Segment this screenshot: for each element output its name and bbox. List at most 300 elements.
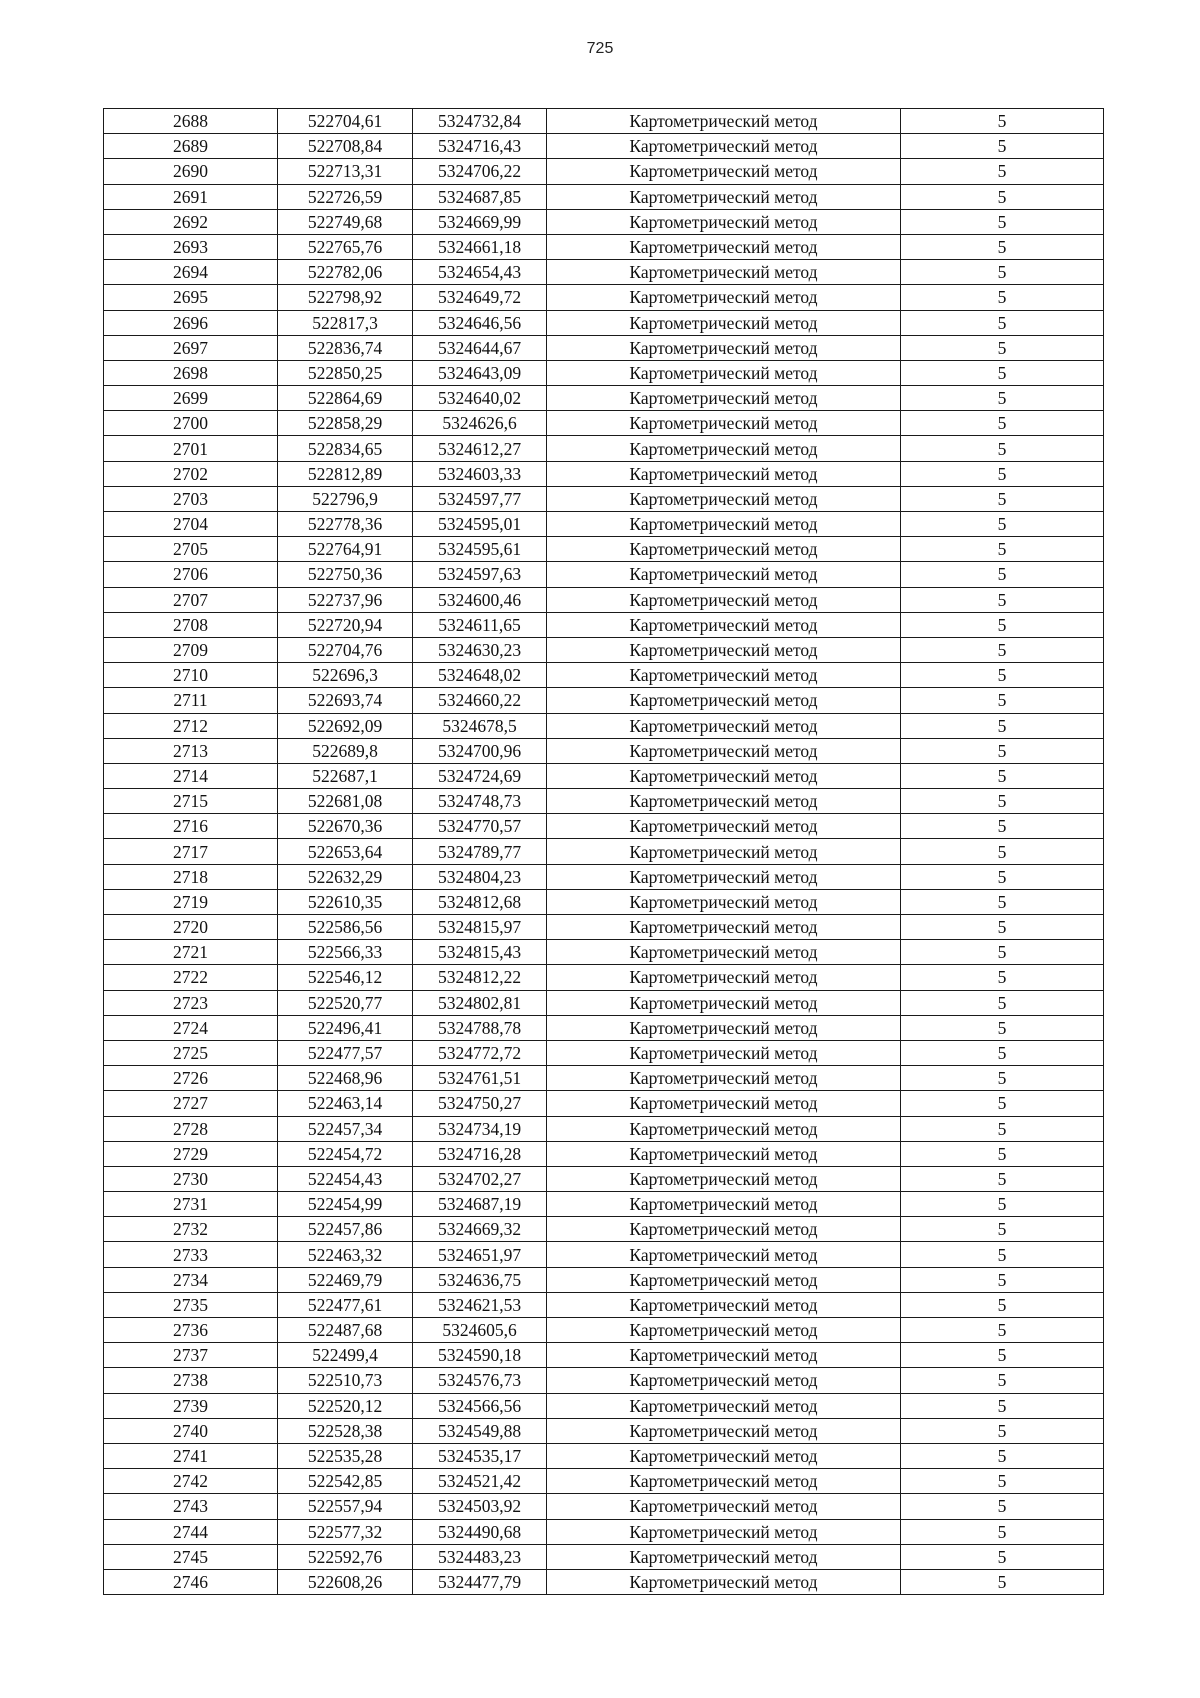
table-row <box>104 260 1104 285</box>
point-number-cell: 2689 <box>104 134 278 159</box>
y-coordinate-cell: 5324600,46 <box>413 587 547 612</box>
point-number-cell: 2730 <box>104 1166 278 1191</box>
y-coordinate-cell: 5324605,6 <box>413 1318 547 1343</box>
x-coordinate-cell: 522749,68 <box>278 209 413 234</box>
method-cell: Картометрический метод <box>547 612 901 637</box>
table-row <box>104 1141 1104 1166</box>
table-row <box>104 940 1104 965</box>
method-cell: Картометрический метод <box>547 411 901 436</box>
table-row <box>104 1418 1104 1443</box>
y-coordinate-cell: 5324687,19 <box>413 1192 547 1217</box>
x-coordinate-cell: 522520,77 <box>278 990 413 1015</box>
method-cell: Картометрический метод <box>547 537 901 562</box>
table-row <box>104 663 1104 688</box>
table-row <box>104 1116 1104 1141</box>
x-coordinate-cell: 522610,35 <box>278 889 413 914</box>
accuracy-cell: 5 <box>901 637 1104 662</box>
table-row <box>104 990 1104 1015</box>
method-cell: Картометрический метод <box>547 889 901 914</box>
accuracy-cell: 5 <box>901 738 1104 763</box>
method-cell: Картометрический метод <box>547 1368 901 1393</box>
point-number-cell: 2727 <box>104 1091 278 1116</box>
method-cell: Картометрический метод <box>547 738 901 763</box>
accuracy-cell: 5 <box>901 1166 1104 1191</box>
table-row <box>104 1393 1104 1418</box>
y-coordinate-cell: 5324521,42 <box>413 1469 547 1494</box>
accuracy-cell: 5 <box>901 663 1104 688</box>
accuracy-cell: 5 <box>901 965 1104 990</box>
method-cell: Картометрический метод <box>547 814 901 839</box>
y-coordinate-cell: 5324815,43 <box>413 940 547 965</box>
table-row <box>104 386 1104 411</box>
accuracy-cell: 5 <box>901 915 1104 940</box>
point-number-cell: 2700 <box>104 411 278 436</box>
x-coordinate-cell: 522765,76 <box>278 234 413 259</box>
method-cell: Картометрический метод <box>547 184 901 209</box>
method-cell: Картометрический метод <box>547 486 901 511</box>
y-coordinate-cell: 5324535,17 <box>413 1443 547 1468</box>
point-number-cell: 2745 <box>104 1544 278 1569</box>
method-cell: Картометрический метод <box>547 310 901 335</box>
method-cell: Картометрический метод <box>547 1116 901 1141</box>
method-cell: Картометрический метод <box>547 1469 901 1494</box>
method-cell: Картометрический метод <box>547 285 901 310</box>
y-coordinate-cell: 5324660,22 <box>413 688 547 713</box>
y-coordinate-cell: 5324640,02 <box>413 386 547 411</box>
x-coordinate-cell: 522858,29 <box>278 411 413 436</box>
method-cell: Картометрический метод <box>547 1267 901 1292</box>
table-row <box>104 915 1104 940</box>
point-number-cell: 2703 <box>104 486 278 511</box>
y-coordinate-cell: 5324734,19 <box>413 1116 547 1141</box>
table-row <box>104 1469 1104 1494</box>
accuracy-cell: 5 <box>901 335 1104 360</box>
accuracy-cell: 5 <box>901 1418 1104 1443</box>
accuracy-cell: 5 <box>901 209 1104 234</box>
point-number-cell: 2729 <box>104 1141 278 1166</box>
point-number-cell: 2733 <box>104 1242 278 1267</box>
x-coordinate-cell: 522454,99 <box>278 1192 413 1217</box>
accuracy-cell: 5 <box>901 864 1104 889</box>
y-coordinate-cell: 5324630,23 <box>413 637 547 662</box>
method-cell: Картометрический метод <box>547 1166 901 1191</box>
method-cell: Картометрический метод <box>547 1217 901 1242</box>
y-coordinate-cell: 5324648,02 <box>413 663 547 688</box>
y-coordinate-cell: 5324788,78 <box>413 1015 547 1040</box>
point-number-cell: 2726 <box>104 1066 278 1091</box>
point-number-cell: 2742 <box>104 1469 278 1494</box>
y-coordinate-cell: 5324566,56 <box>413 1393 547 1418</box>
accuracy-cell: 5 <box>901 486 1104 511</box>
accuracy-cell: 5 <box>901 1242 1104 1267</box>
x-coordinate-cell: 522463,32 <box>278 1242 413 1267</box>
x-coordinate-cell: 522496,41 <box>278 1015 413 1040</box>
accuracy-cell: 5 <box>901 109 1104 134</box>
y-coordinate-cell: 5324626,6 <box>413 411 547 436</box>
y-coordinate-cell: 5324706,22 <box>413 159 547 184</box>
accuracy-cell: 5 <box>901 1368 1104 1393</box>
point-number-cell: 2690 <box>104 159 278 184</box>
y-coordinate-cell: 5324724,69 <box>413 763 547 788</box>
x-coordinate-cell: 522586,56 <box>278 915 413 940</box>
point-number-cell: 2704 <box>104 512 278 537</box>
x-coordinate-cell: 522850,25 <box>278 360 413 385</box>
x-coordinate-cell: 522510,73 <box>278 1368 413 1393</box>
accuracy-cell: 5 <box>901 461 1104 486</box>
table-row <box>104 1166 1104 1191</box>
x-coordinate-cell: 522477,61 <box>278 1292 413 1317</box>
x-coordinate-cell: 522726,59 <box>278 184 413 209</box>
accuracy-cell: 5 <box>901 1544 1104 1569</box>
y-coordinate-cell: 5324644,67 <box>413 335 547 360</box>
table-row <box>104 713 1104 738</box>
table-body <box>104 109 1104 1595</box>
y-coordinate-cell: 5324750,27 <box>413 1091 547 1116</box>
y-coordinate-cell: 5324702,27 <box>413 1166 547 1191</box>
method-cell: Картометрический метод <box>547 386 901 411</box>
y-coordinate-cell: 5324700,96 <box>413 738 547 763</box>
point-number-cell: 2696 <box>104 310 278 335</box>
table-row <box>104 184 1104 209</box>
point-number-cell: 2722 <box>104 965 278 990</box>
x-coordinate-cell: 522704,76 <box>278 637 413 662</box>
y-coordinate-cell: 5324503,92 <box>413 1494 547 1519</box>
x-coordinate-cell: 522836,74 <box>278 335 413 360</box>
x-coordinate-cell: 522708,84 <box>278 134 413 159</box>
accuracy-cell: 5 <box>901 159 1104 184</box>
coordinates-table <box>103 108 1104 1595</box>
x-coordinate-cell: 522457,34 <box>278 1116 413 1141</box>
y-coordinate-cell: 5324612,27 <box>413 436 547 461</box>
method-cell: Картометрический метод <box>547 965 901 990</box>
point-number-cell: 2698 <box>104 360 278 385</box>
point-number-cell: 2688 <box>104 109 278 134</box>
y-coordinate-cell: 5324595,01 <box>413 512 547 537</box>
accuracy-cell: 5 <box>901 1116 1104 1141</box>
x-coordinate-cell: 522864,69 <box>278 386 413 411</box>
accuracy-cell: 5 <box>901 1192 1104 1217</box>
point-number-cell: 2721 <box>104 940 278 965</box>
x-coordinate-cell: 522834,65 <box>278 436 413 461</box>
x-coordinate-cell: 522499,4 <box>278 1343 413 1368</box>
method-cell: Картометрический метод <box>547 1318 901 1343</box>
point-number-cell: 2701 <box>104 436 278 461</box>
y-coordinate-cell: 5324477,79 <box>413 1569 547 1594</box>
accuracy-cell: 5 <box>901 789 1104 814</box>
point-number-cell: 2702 <box>104 461 278 486</box>
method-cell: Картометрический метод <box>547 1242 901 1267</box>
method-cell: Картометрический метод <box>547 209 901 234</box>
y-coordinate-cell: 5324748,73 <box>413 789 547 814</box>
table-row <box>104 1292 1104 1317</box>
x-coordinate-cell: 522750,36 <box>278 562 413 587</box>
table-row <box>104 587 1104 612</box>
point-number-cell: 2694 <box>104 260 278 285</box>
method-cell: Картометрический метод <box>547 1443 901 1468</box>
accuracy-cell: 5 <box>901 688 1104 713</box>
table-row <box>104 1066 1104 1091</box>
method-cell: Картометрический метод <box>547 1519 901 1544</box>
point-number-cell: 2692 <box>104 209 278 234</box>
table-row <box>104 738 1104 763</box>
x-coordinate-cell: 522608,26 <box>278 1569 413 1594</box>
accuracy-cell: 5 <box>901 1091 1104 1116</box>
x-coordinate-cell: 522577,32 <box>278 1519 413 1544</box>
method-cell: Картометрический метод <box>547 663 901 688</box>
point-number-cell: 2711 <box>104 688 278 713</box>
method-cell: Картометрический метод <box>547 134 901 159</box>
y-coordinate-cell: 5324661,18 <box>413 234 547 259</box>
method-cell: Картометрический метод <box>547 1015 901 1040</box>
accuracy-cell: 5 <box>901 814 1104 839</box>
x-coordinate-cell: 522566,33 <box>278 940 413 965</box>
x-coordinate-cell: 522454,72 <box>278 1141 413 1166</box>
point-number-cell: 2708 <box>104 612 278 637</box>
point-number-cell: 2740 <box>104 1418 278 1443</box>
table-row <box>104 1494 1104 1519</box>
x-coordinate-cell: 522696,3 <box>278 663 413 688</box>
accuracy-cell: 5 <box>901 512 1104 537</box>
accuracy-cell: 5 <box>901 1494 1104 1519</box>
point-number-cell: 2713 <box>104 738 278 763</box>
method-cell: Картометрический метод <box>547 260 901 285</box>
y-coordinate-cell: 5324576,73 <box>413 1368 547 1393</box>
accuracy-cell: 5 <box>901 285 1104 310</box>
accuracy-cell: 5 <box>901 562 1104 587</box>
table-row <box>104 1217 1104 1242</box>
y-coordinate-cell: 5324595,61 <box>413 537 547 562</box>
point-number-cell: 2723 <box>104 990 278 1015</box>
table-row <box>104 814 1104 839</box>
point-number-cell: 2691 <box>104 184 278 209</box>
point-number-cell: 2735 <box>104 1292 278 1317</box>
accuracy-cell: 5 <box>901 1569 1104 1594</box>
accuracy-cell: 5 <box>901 436 1104 461</box>
table-row <box>104 1040 1104 1065</box>
table-row <box>104 1544 1104 1569</box>
y-coordinate-cell: 5324687,85 <box>413 184 547 209</box>
point-number-cell: 2725 <box>104 1040 278 1065</box>
x-coordinate-cell: 522812,89 <box>278 461 413 486</box>
table-row <box>104 134 1104 159</box>
point-number-cell: 2732 <box>104 1217 278 1242</box>
table-row <box>104 839 1104 864</box>
accuracy-cell: 5 <box>901 537 1104 562</box>
point-number-cell: 2707 <box>104 587 278 612</box>
y-coordinate-cell: 5324761,51 <box>413 1066 547 1091</box>
point-number-cell: 2699 <box>104 386 278 411</box>
accuracy-cell: 5 <box>901 1519 1104 1544</box>
accuracy-cell: 5 <box>901 713 1104 738</box>
table-row <box>104 1015 1104 1040</box>
x-coordinate-cell: 522653,64 <box>278 839 413 864</box>
table-row <box>104 360 1104 385</box>
x-coordinate-cell: 522681,08 <box>278 789 413 814</box>
y-coordinate-cell: 5324603,33 <box>413 461 547 486</box>
accuracy-cell: 5 <box>901 234 1104 259</box>
table-row <box>104 1519 1104 1544</box>
method-cell: Картометрический метод <box>547 335 901 360</box>
accuracy-cell: 5 <box>901 889 1104 914</box>
y-coordinate-cell: 5324654,43 <box>413 260 547 285</box>
accuracy-cell: 5 <box>901 763 1104 788</box>
method-cell: Картометрический метод <box>547 1292 901 1317</box>
method-cell: Картометрический метод <box>547 940 901 965</box>
accuracy-cell: 5 <box>901 839 1104 864</box>
accuracy-cell: 5 <box>901 1443 1104 1468</box>
table-row <box>104 335 1104 360</box>
x-coordinate-cell: 522687,1 <box>278 763 413 788</box>
table-row <box>104 109 1104 134</box>
point-number-cell: 2720 <box>104 915 278 940</box>
method-cell: Картометрический метод <box>547 234 901 259</box>
table-row <box>104 889 1104 914</box>
point-number-cell: 2718 <box>104 864 278 889</box>
y-coordinate-cell: 5324669,32 <box>413 1217 547 1242</box>
y-coordinate-cell: 5324490,68 <box>413 1519 547 1544</box>
point-number-cell: 2736 <box>104 1318 278 1343</box>
method-cell: Картометрический метод <box>547 713 901 738</box>
table-row <box>104 1192 1104 1217</box>
accuracy-cell: 5 <box>901 1066 1104 1091</box>
y-coordinate-cell: 5324651,97 <box>413 1242 547 1267</box>
table-row <box>104 1569 1104 1594</box>
point-number-cell: 2697 <box>104 335 278 360</box>
method-cell: Картометрический метод <box>547 1418 901 1443</box>
x-coordinate-cell: 522557,94 <box>278 1494 413 1519</box>
accuracy-cell: 5 <box>901 1292 1104 1317</box>
point-number-cell: 2744 <box>104 1519 278 1544</box>
table-row <box>104 612 1104 637</box>
accuracy-cell: 5 <box>901 411 1104 436</box>
x-coordinate-cell: 522528,38 <box>278 1418 413 1443</box>
accuracy-cell: 5 <box>901 134 1104 159</box>
x-coordinate-cell: 522692,09 <box>278 713 413 738</box>
y-coordinate-cell: 5324678,5 <box>413 713 547 738</box>
method-cell: Картометрический метод <box>547 1569 901 1594</box>
method-cell: Картометрический метод <box>547 1040 901 1065</box>
method-cell: Картометрический метод <box>547 688 901 713</box>
point-number-cell: 2716 <box>104 814 278 839</box>
point-number-cell: 2695 <box>104 285 278 310</box>
y-coordinate-cell: 5324483,23 <box>413 1544 547 1569</box>
point-number-cell: 2710 <box>104 663 278 688</box>
y-coordinate-cell: 5324643,09 <box>413 360 547 385</box>
x-coordinate-cell: 522454,43 <box>278 1166 413 1191</box>
point-number-cell: 2739 <box>104 1393 278 1418</box>
accuracy-cell: 5 <box>901 1015 1104 1040</box>
point-number-cell: 2705 <box>104 537 278 562</box>
method-cell: Картометрический метод <box>547 864 901 889</box>
table-row <box>104 965 1104 990</box>
point-number-cell: 2709 <box>104 637 278 662</box>
table-row <box>104 864 1104 889</box>
accuracy-cell: 5 <box>901 1343 1104 1368</box>
method-cell: Картометрический метод <box>547 562 901 587</box>
table-row <box>104 789 1104 814</box>
point-number-cell: 2731 <box>104 1192 278 1217</box>
x-coordinate-cell: 522469,79 <box>278 1267 413 1292</box>
y-coordinate-cell: 5324590,18 <box>413 1343 547 1368</box>
method-cell: Картометрический метод <box>547 839 901 864</box>
method-cell: Картометрический метод <box>547 587 901 612</box>
y-coordinate-cell: 5324716,28 <box>413 1141 547 1166</box>
table-row <box>104 1267 1104 1292</box>
y-coordinate-cell: 5324732,84 <box>413 109 547 134</box>
accuracy-cell: 5 <box>901 1040 1104 1065</box>
point-number-cell: 2712 <box>104 713 278 738</box>
accuracy-cell: 5 <box>901 940 1104 965</box>
accuracy-cell: 5 <box>901 1141 1104 1166</box>
x-coordinate-cell: 522487,68 <box>278 1318 413 1343</box>
point-number-cell: 2737 <box>104 1343 278 1368</box>
x-coordinate-cell: 522468,96 <box>278 1066 413 1091</box>
accuracy-cell: 5 <box>901 1217 1104 1242</box>
method-cell: Картометрический метод <box>547 637 901 662</box>
x-coordinate-cell: 522542,85 <box>278 1469 413 1494</box>
method-cell: Картометрический метод <box>547 1393 901 1418</box>
y-coordinate-cell: 5324669,99 <box>413 209 547 234</box>
accuracy-cell: 5 <box>901 612 1104 637</box>
y-coordinate-cell: 5324802,81 <box>413 990 547 1015</box>
x-coordinate-cell: 522632,29 <box>278 864 413 889</box>
x-coordinate-cell: 522704,61 <box>278 109 413 134</box>
y-coordinate-cell: 5324646,56 <box>413 310 547 335</box>
x-coordinate-cell: 522817,3 <box>278 310 413 335</box>
point-number-cell: 2738 <box>104 1368 278 1393</box>
method-cell: Картометрический метод <box>547 512 901 537</box>
x-coordinate-cell: 522457,86 <box>278 1217 413 1242</box>
accuracy-cell: 5 <box>901 587 1104 612</box>
table-row <box>104 1091 1104 1116</box>
method-cell: Картометрический метод <box>547 763 901 788</box>
method-cell: Картометрический метод <box>547 789 901 814</box>
point-number-cell: 2741 <box>104 1443 278 1468</box>
x-coordinate-cell: 522782,06 <box>278 260 413 285</box>
table-row <box>104 763 1104 788</box>
accuracy-cell: 5 <box>901 1469 1104 1494</box>
table-row <box>104 209 1104 234</box>
x-coordinate-cell: 522689,8 <box>278 738 413 763</box>
y-coordinate-cell: 5324549,88 <box>413 1418 547 1443</box>
x-coordinate-cell: 522546,12 <box>278 965 413 990</box>
method-cell: Картометрический метод <box>547 1141 901 1166</box>
x-coordinate-cell: 522713,31 <box>278 159 413 184</box>
y-coordinate-cell: 5324636,75 <box>413 1267 547 1292</box>
accuracy-cell: 5 <box>901 1267 1104 1292</box>
y-coordinate-cell: 5324611,65 <box>413 612 547 637</box>
method-cell: Картометрический метод <box>547 1192 901 1217</box>
table-row <box>104 537 1104 562</box>
x-coordinate-cell: 522778,36 <box>278 512 413 537</box>
table-row <box>104 637 1104 662</box>
x-coordinate-cell: 522737,96 <box>278 587 413 612</box>
y-coordinate-cell: 5324716,43 <box>413 134 547 159</box>
method-cell: Картометрический метод <box>547 109 901 134</box>
x-coordinate-cell: 522720,94 <box>278 612 413 637</box>
accuracy-cell: 5 <box>901 360 1104 385</box>
method-cell: Картометрический метод <box>547 1494 901 1519</box>
y-coordinate-cell: 5324772,72 <box>413 1040 547 1065</box>
point-number-cell: 2746 <box>104 1569 278 1594</box>
table-row <box>104 285 1104 310</box>
table-row <box>104 1368 1104 1393</box>
table-row <box>104 486 1104 511</box>
method-cell: Картометрический метод <box>547 915 901 940</box>
y-coordinate-cell: 5324649,72 <box>413 285 547 310</box>
point-number-cell: 2724 <box>104 1015 278 1040</box>
accuracy-cell: 5 <box>901 184 1104 209</box>
